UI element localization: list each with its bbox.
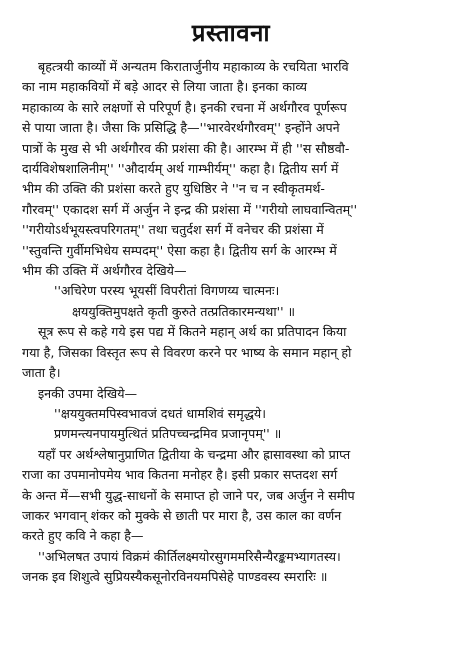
text-line: भीम की उक्ति में अर्थगौरव देखिये— <box>22 263 187 279</box>
text-line: महाकाव्य के सारे लक्षणों से परिपूर्ण है। इनकी रचना में अर्थगौरव पूर्णरूप <box>22 99 347 115</box>
text-line: से पाया जाता है। जैसा कि प्रसिद्धि है—''भारवेरर्थगौरवम्'' इन्होंने अपने <box>22 120 340 136</box>
text-line: गौरवम्'' एकादश सर्ग में अर्जुन ने इन्द्र की प्रशंसा में ''गरीयो लाघवान्वितम्'' <box>22 201 358 217</box>
text-line: ''गरीयोऽर्थभूयस्त्वपरिगतम्'' तथा चतुर्दश सर्ग में वनेचर की प्रशंसा में <box>22 222 324 238</box>
text-line: के अन्त में—सभी युद्ध-साधनों के समाप्त हो जाने पर, जब अर्जुन ने समीप <box>22 487 355 503</box>
text-line: सूत्र रूप से कहे गये इस पद्य में कितने महान् अर्थ का प्रतिपादन किया <box>38 324 347 340</box>
text-line: करते हुए कवि ने कहा है— <box>22 528 144 544</box>
text-line: यहाँ पर अर्थश्लेषानुप्राणित द्वितीया के चन्द्रमा और ह्रासावस्था को प्राप्त <box>38 446 351 462</box>
text-line: बृहत्त्रयी काव्यों में अन्यतम किरातार्जुनीय महाकाव्य के रचयिता भारवि <box>38 59 349 74</box>
verse-line: क्षययुक्तिमुपक्षते कृती कुरुते तत्प्रतिकारमन्यथा'' ॥ <box>72 303 296 319</box>
page-title: प्रस्तावना <box>191 19 271 47</box>
text-line: दार्यविशेषशालिनीम्'' ''औदार्यम् अर्थ गाम्भीर्यम्'' कहा है। द्वितीय सर्ग में <box>22 161 339 177</box>
verse-line: ''अचिरेण परस्य भूयसीं विपरीतां विगणय्य चात्मनः। <box>54 283 280 299</box>
verse-line: जनक इव शिशुत्वे सुप्रियस्यैकसूनोरविनयमपिसेहे पाण्डवस्य स्मरारिः ॥ <box>22 569 328 585</box>
verse-line: ''अभिलषत उपायं विक्रमं कीर्तिलक्ष्मयोरसुगममरिसैन्यैरङ्कमभ्यागतस्य। <box>38 548 341 564</box>
text-line: का नाम महाकवियों में बड़े आदर से लिया जाता है। इनका काव्य <box>22 79 307 95</box>
text-line: पात्रों के मुख से भी अर्थगौरव की प्रशंसा की है। आरम्भ में ही ''स सौष्ठवौ- <box>22 140 350 156</box>
text-line: गया है, जिसका विस्तृत रूप से विवरण करने पर भाष्य के समान महान् हो <box>22 344 352 360</box>
text-line: ''स्तुवन्ति गुर्वीमभिधेय सम्पदम्'' ऐसा कहा है। द्वितीय सर्ग के आरम्भ में <box>22 242 337 258</box>
text-line: भीम की उक्ति की प्रशंसा करते हुए युधिष्ठिर ने ''न च न स्वीकृतमर्थ- <box>22 181 325 197</box>
verse-line: प्रणमन्त्यनपायमुत्थितं प्रतिपच्चन्द्रमिव प्रजानृपम्'' ॥ <box>54 426 282 442</box>
text-line: इनकी उपमा देखिये— <box>38 385 138 401</box>
text-line: जाता है। <box>22 365 61 381</box>
text-line: राजा का उपमानोपमेय भाव कितना मनोहर है। इसी प्रकार सप्तदश सर्ग <box>22 467 338 483</box>
verse-line: ''क्षययुक्तमपिस्वभावजं दधतं धामशिवं समृद्धये। <box>54 405 266 421</box>
text-line: जाकर भगवान् शंकर को मुक्के से छाती पर मारा है, उस काल का वर्णन <box>22 507 342 523</box>
